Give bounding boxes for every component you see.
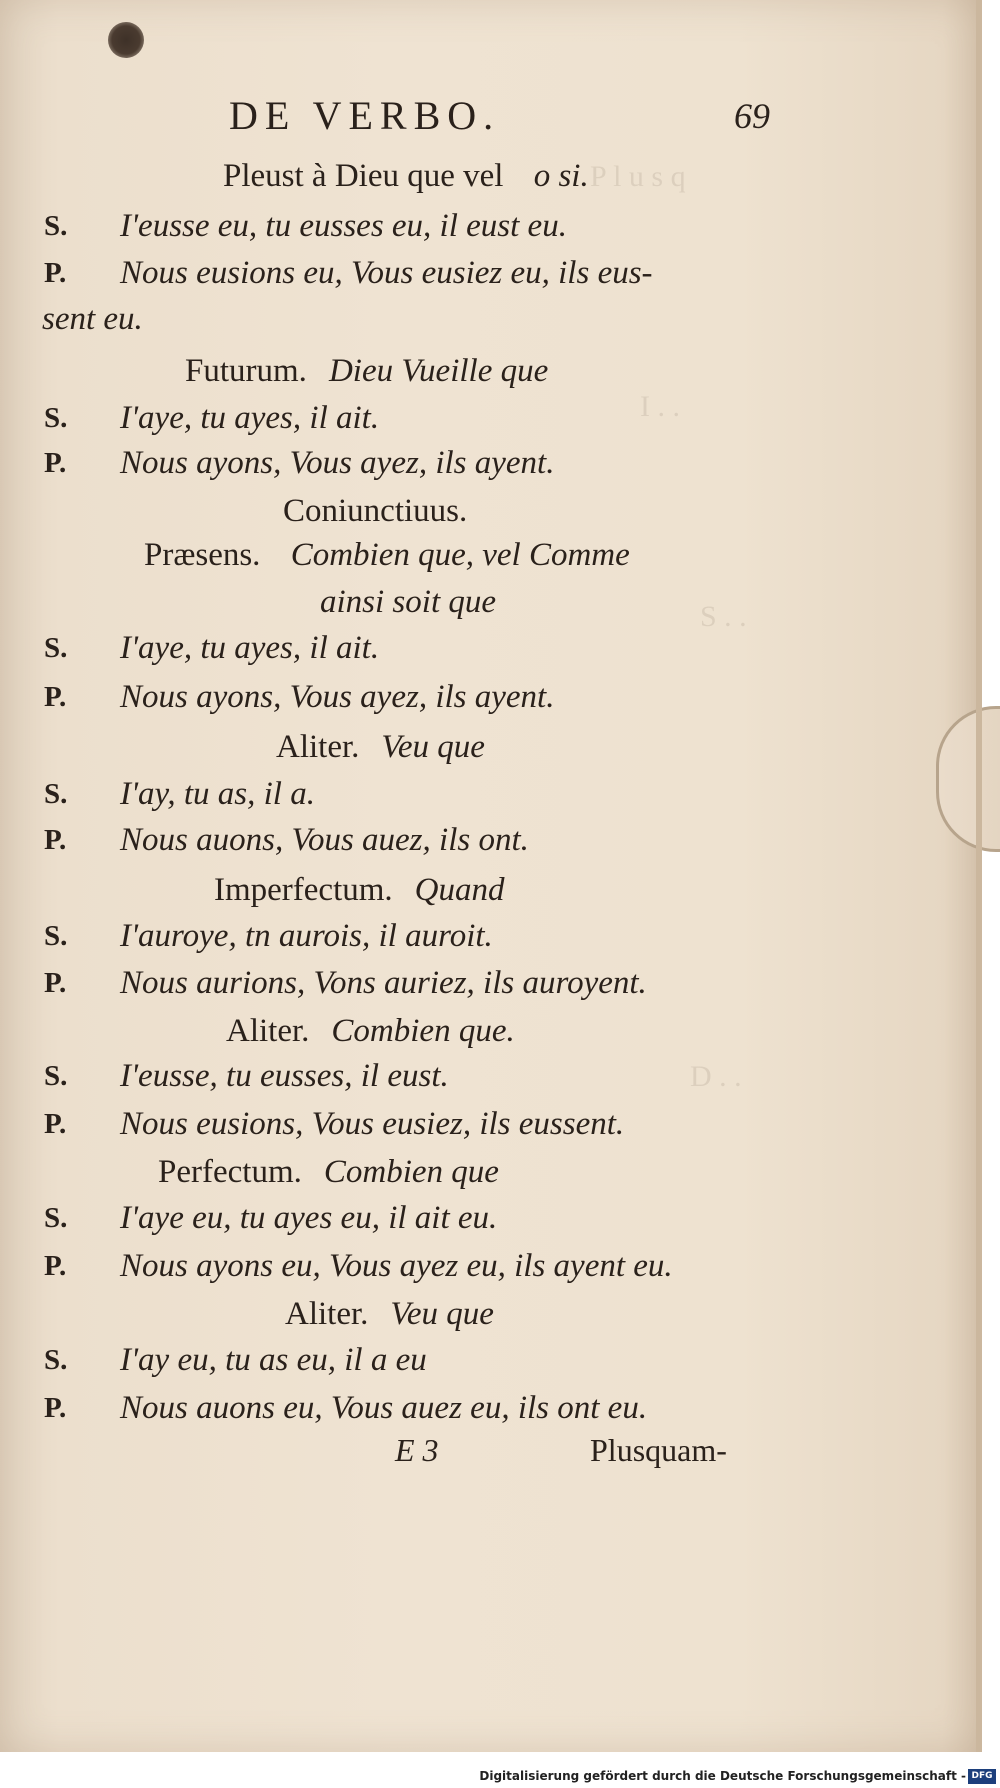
section-heading bbox=[320, 584, 496, 619]
number-marker: P. bbox=[44, 824, 67, 856]
conjugation-line: Nous aurions, Vons auriez, ils auroyent. bbox=[120, 965, 647, 1001]
number-marker: S. bbox=[44, 1060, 68, 1092]
heading-italic: Dieu Vueille que bbox=[328, 353, 549, 389]
heading-italic: Veu que bbox=[390, 1296, 494, 1332]
bleed-through: I . . bbox=[640, 390, 680, 423]
dfg-logo: DFG bbox=[968, 1769, 996, 1784]
digitization-footer bbox=[0, 1766, 1000, 1788]
heading-roman: Imperfectum. bbox=[214, 872, 393, 908]
number-marker: P. bbox=[44, 1250, 67, 1282]
page-number: 69 bbox=[734, 96, 770, 136]
number-marker: S. bbox=[44, 920, 68, 952]
number-marker: S. bbox=[44, 1344, 68, 1376]
heading-italic: Combien que bbox=[323, 1154, 499, 1190]
section-heading bbox=[223, 158, 589, 193]
heading-roman: Perfectum. bbox=[158, 1154, 302, 1190]
conjugation-line: I'eusse eu, tu eusses eu, il eust eu. bbox=[120, 208, 567, 244]
continuation-line: sent eu. bbox=[42, 301, 143, 337]
conjugation-line: Nous ayons, Vous ayez, ils ayent. bbox=[120, 445, 555, 481]
conjugation-line: I'eusse, tu eusses, il eust. bbox=[120, 1058, 449, 1094]
section-heading bbox=[276, 729, 485, 764]
number-marker: P. bbox=[44, 257, 67, 289]
conjugation-line: Nous eusions, Vous eusiez, ils eussent. bbox=[120, 1106, 625, 1142]
heading-italic: o si. bbox=[533, 158, 589, 194]
number-marker: P. bbox=[44, 967, 67, 999]
conjugation-line: Nous ayons, Vous ayez, ils ayent. bbox=[120, 679, 555, 715]
heading-italic: ainsi soit que bbox=[320, 584, 497, 620]
number-marker: S. bbox=[44, 402, 68, 434]
heading-italic: Combien que, vel Comme bbox=[290, 537, 630, 573]
conjugation-line: I'aye, tu ayes, il ait. bbox=[120, 630, 380, 666]
heading-roman: Aliter. bbox=[226, 1013, 310, 1049]
number-marker: S. bbox=[44, 210, 68, 242]
catchword: Plusquam- bbox=[590, 1432, 727, 1468]
section-heading bbox=[158, 1154, 499, 1189]
heading-roman: Aliter. bbox=[276, 729, 360, 765]
section-heading bbox=[214, 872, 505, 907]
number-marker: S. bbox=[44, 778, 68, 810]
heading-italic: Combien que. bbox=[331, 1013, 515, 1049]
heading-roman: Coniunctiuus. bbox=[283, 493, 468, 529]
section-heading bbox=[285, 1296, 494, 1331]
footer-credit: Digitalisierung gefördert durch die Deutsche Forschungsgemeinschaft - bbox=[479, 1769, 966, 1783]
number-marker: S. bbox=[44, 1202, 68, 1234]
heading-roman: Pleust à Dieu que vel bbox=[223, 158, 512, 194]
section-heading bbox=[185, 353, 548, 388]
number-marker: S. bbox=[44, 632, 68, 664]
heading-roman: Aliter. bbox=[285, 1296, 369, 1332]
conjugation-line: Nous auons eu, Vous auez eu, ils ont eu. bbox=[120, 1390, 648, 1426]
number-marker: P. bbox=[44, 1392, 67, 1424]
conjugation-line: I'ay, tu as, il a. bbox=[120, 776, 315, 812]
section-heading bbox=[283, 493, 467, 528]
number-marker: P. bbox=[44, 447, 67, 479]
conjugation-line: Nous eusions eu, Vous eusiez eu, ils eus- bbox=[120, 255, 653, 291]
number-marker: P. bbox=[44, 681, 67, 713]
running-head: DE VERBO. bbox=[229, 93, 501, 138]
page-tab bbox=[936, 706, 1000, 852]
conjugation-line: I'aye eu, tu ayes eu, il ait eu. bbox=[120, 1200, 498, 1236]
bleed-through: S . . bbox=[700, 600, 747, 633]
conjugation-line: Nous auons, Vous auez, ils ont. bbox=[120, 822, 529, 858]
conjugation-line: I'auroye, tn aurois, il auroit. bbox=[120, 918, 493, 954]
bleed-through: D . . bbox=[690, 1060, 742, 1093]
conjugation-line: I'aye, tu ayes, il ait. bbox=[120, 400, 380, 436]
section-heading bbox=[226, 1013, 515, 1048]
bleed-through: P l u s q bbox=[590, 160, 686, 193]
section-heading bbox=[144, 537, 630, 572]
signature-mark: E 3 bbox=[395, 1432, 439, 1468]
heading-roman: Futurum. bbox=[185, 353, 307, 389]
heading-roman: Præsens. bbox=[144, 537, 269, 573]
ink-stain bbox=[108, 22, 144, 58]
heading-italic: Quand bbox=[414, 872, 505, 908]
heading-italic: Veu que bbox=[381, 729, 485, 765]
conjugation-line: I'ay eu, tu as eu, il a eu bbox=[120, 1342, 427, 1378]
conjugation-line: Nous ayons eu, Vous ayez eu, ils ayent eu. bbox=[120, 1248, 673, 1284]
number-marker: P. bbox=[44, 1108, 67, 1140]
